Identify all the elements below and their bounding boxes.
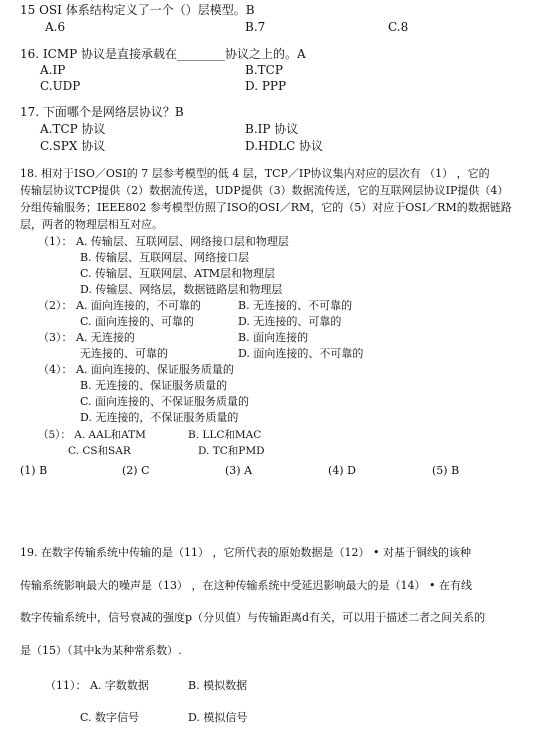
q18-sub4-option-c: C. 面向连接的、不保证服务质量的 xyxy=(80,395,250,408)
q18-sub1-option-b: B. 传输层、互联网层、网络接口层 xyxy=(80,251,250,264)
q18-sub4-option-a: （4）： A. 面向连接的、保证服务质量的 xyxy=(38,363,234,376)
q16-option-c: C.UDP xyxy=(40,79,81,93)
q16-option-a: A.IP xyxy=(40,63,66,77)
q18-sub4-option-d: D. 无连接的，不保证服务质量的 xyxy=(80,411,239,424)
q19-sub11-option-b: B. 模拟数据 xyxy=(188,679,248,692)
q16-stem xyxy=(20,48,306,60)
q18-answer-4: (4) D xyxy=(328,464,356,477)
q19-stem-line-1: 19. 在数字传输系统中传输的是（11） ，它所代表的原始数据是（12） • 对基于铜线的该种 xyxy=(20,546,471,559)
q19-sub11-option-a: （11）： A. 字数数据 xyxy=(45,679,149,692)
q18-sub3-option-b: B. 面向连接的 xyxy=(238,331,309,344)
q18-sub4-option-b: B. 无连接的、保证服务质量的 xyxy=(80,379,228,392)
q17-option-d: D.HDLC 协议 xyxy=(245,139,324,153)
q19-sub11-option-c: C. 数字信号 xyxy=(80,711,140,724)
q16-option-b: B.TCP xyxy=(245,63,283,77)
q18-sub2-option-b: B. 无连接的、不可靠的 xyxy=(238,299,353,312)
q18-sub5-option-a: （5）： A. AAL和ATM xyxy=(38,429,146,441)
q18-sub1-option-a: （1）： A. 传输层、互联网层、网络接口层和物理层 xyxy=(38,235,289,248)
q18-sub3-option-d: D. 面向连接的、不可靠的 xyxy=(238,347,364,360)
q16-option-d: D. PPP xyxy=(245,79,287,93)
q18-sub2-option-c: C. 面向连接的、可靠的 xyxy=(80,315,195,328)
q17-option-c: C.SPX 协议 xyxy=(40,139,106,153)
q18-sub5-option-b: B. LLC和MAC xyxy=(188,429,262,441)
q18-sub2-option-d: D. 无连接的、可靠的 xyxy=(238,315,342,328)
q18-stem-line-4: 层，两者的物理层相互对应。 xyxy=(20,218,163,231)
q18-answer-2: (2) C xyxy=(122,464,150,477)
q18-sub5-option-d: D. TC和PMD xyxy=(198,445,265,457)
q18-sub2-option-a: （2）： A. 面向连接的，不可靠的 xyxy=(38,299,201,312)
q15-option-a: A.6 xyxy=(45,20,66,34)
q18-stem-line-1: 18. 相对于ISO／OSI的 7 层参考模型的低 4 层，TCP／IP协议集内对应的层次有 （1） ，它的 xyxy=(20,167,490,180)
q19-stem-line-4: 是（15）（其中k为某种常系数）. xyxy=(20,644,182,657)
q18-sub3-option-c: 无连接的、可靠的 xyxy=(80,347,168,360)
q18-answer-5: (5) B xyxy=(432,464,460,477)
q16-stem-start: 16. ICMP 协议是直接承载在 xyxy=(20,47,177,61)
q15-stem: 15 OSI 体系结构定义了一个（）层模型。B xyxy=(20,3,255,17)
q15-option-c: C.8 xyxy=(388,20,409,34)
q16-stem-end: 协议之上的。A xyxy=(225,47,306,61)
q18-answer-3: (3) A xyxy=(225,464,253,477)
q18-answer-1: (1) B xyxy=(20,464,48,477)
q18-sub5-option-c: C. CS和SAR xyxy=(68,445,131,457)
q18-sub1-option-c: C. 传输层、互联网层、ATM层和物理层 xyxy=(80,267,275,280)
q17-option-b: B.IP 协议 xyxy=(245,122,299,136)
q16-blank: ________ xyxy=(177,47,225,61)
q18-sub1-option-d: D. 传输层、网络层，数据链路层和物理层 xyxy=(80,283,283,296)
q18-sub3-option-a: （3）： A. 无连接的 xyxy=(38,331,135,344)
q18-stem-line-3: 分组传输服务；IEEE802 参考模型仿照了ISO的OSI／RM，它的（5）对应于OSI／RM的数据链路 xyxy=(20,201,512,214)
q19-stem-line-2: 传输系统影响最大的噪声是（13） ，在这种传输系统中受延迟影响最大的是（14） • 在有线 xyxy=(20,579,472,592)
q17-stem: 17. 下面哪个是网络层协议？B xyxy=(20,105,184,119)
q15-option-b: B.7 xyxy=(245,20,266,34)
q19-stem-line-3: 数字传输系统中，信号衰减的强度p（分贝值）与传输距离d有关，可以用于描述二者之间关系的 xyxy=(20,611,486,624)
q17-option-a: A.TCP 协议 xyxy=(40,122,106,136)
q18-stem-line-2: 传输层协议TCP提供（2）数据流传送，UDP提供（3）数据流传送，它的互联网层协议IP提供（4） xyxy=(20,184,509,197)
q19-sub11-option-d: D. 模拟信号 xyxy=(188,711,248,724)
